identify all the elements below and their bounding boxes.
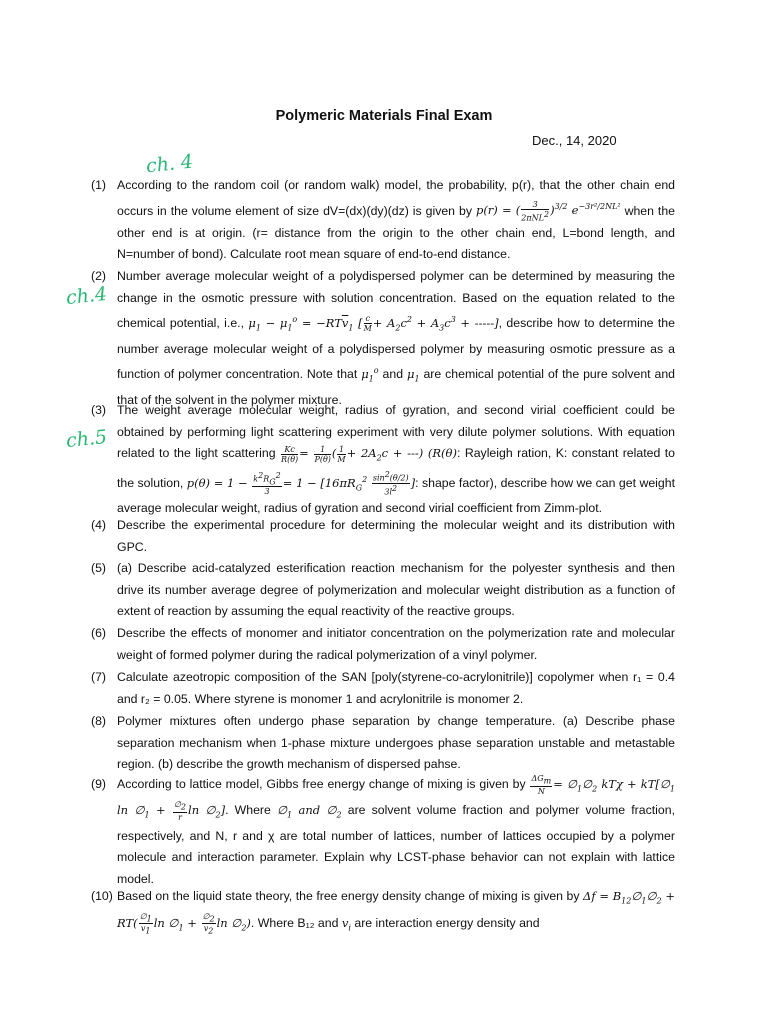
question-text: Number average molecular weight of a polydispersed polymer can be determined by measuring the change in the osmotic pressure with solution concentration. Based on the equation related to the chemical potential, i.e., <box>117 269 675 330</box>
question-number: (5) <box>91 561 107 575</box>
symbol-mu-one: $\mu_1$ <box>406 366 420 384</box>
question-10 <box>91 886 675 939</box>
question-text: Calculate azeotropic composition of the SAN [poly(styrene-co-acrylonitrile)] copolymer when r₁ = 0.4 and r₂ = 0.05. Where styrene is monomer 1 and acrylonitrile is monomer 2. <box>117 670 675 706</box>
question-text: . Where B₁₂ and <box>250 915 339 930</box>
question-4 <box>91 515 675 558</box>
question-text: are solvent volume fraction and polymer volume fraction, respectively, and N, r and χ are total number of lattices, number of lattices occupied by a polymer molecule and interaction parameter. Explain why LCST-phase behavior can not explain with lattice model. <box>117 802 675 886</box>
equation-shape-factor: p(θ) = 1 − $\frac{k^2R_G^2}{3}$ = $1 - [16\pi R_G^2$ $\frac{\sin^2(\theta/2)}{3l^2}$ ] <box>186 470 416 497</box>
equation-light-scattering: $\frac{Kc}{R(\theta)}$ = $\frac{1}{P(\theta)}$ ( $\frac{1}{M}$ + $2A_2c$ + ---) (R(θ) <box>281 444 457 464</box>
question-9 <box>91 774 675 890</box>
question-2 <box>91 266 675 411</box>
question-text: (a) Describe acid-catalyzed esterification reaction mechanism for the polyester synthesis and then drive its number average degree of polymerization and molecular weight distribution as a function of extent of reaction by assuming the equal reactivity of the reactive groups. <box>117 561 675 618</box>
equation-probability: p(r) = ( $\frac{3}{2\pi NL^2}$ )$^{3/2}$ $e^{-3r^2/2NL^2}$ <box>475 200 621 223</box>
question-text: when the other end is at origin. (r= distance from the origin to the other chain end, L=bond length, and N=number of bond). Calculate root mean square of end-to-end distance. <box>117 203 676 262</box>
equation-chemical-potential: $\mu_1 - \mu_1^o = -RT\overline{v}_1$ [ $\frac{c}{M}$ + $A_2c^2 + A_3c^3$ + -----] <box>248 314 499 334</box>
question-text: , describe how to determine the number average molecular weight of a polydispersed polymer by measuring osmotic pressure as a function of polymer concentration. Note that <box>117 315 675 381</box>
question-text: Describe the experimental procedure for determining the molecular weight and its distribution with GPC. <box>117 518 675 554</box>
question-text: Polymer mixtures often undergo phase separation by change temperature. (a) Describe phase separation mechanism when 1-phase mixture undergoes phase separation unstable and metastable region. (b) describe the growth mechanism of dispersed pahse. <box>117 714 675 771</box>
question-3 <box>91 400 675 520</box>
question-number: (8) <box>91 714 107 728</box>
symbol-volume-fractions: $\emptyset_1$ and $\emptyset_2$ <box>277 802 342 820</box>
question-text: : Rayleigh ration, K: constant related to the solution, <box>117 446 676 490</box>
handwritten-note-ch4-left: ch.4 <box>64 282 109 310</box>
handwritten-note-ch5-left: ch.5 <box>64 425 109 453</box>
question-text: According to the random coil (or random walk) model, the probability, p(r), that the other chain end occurs in the volume element of size dV=(dx)(dy)(dz) is given by <box>117 178 675 218</box>
question-1 <box>91 175 675 266</box>
question-number: (4) <box>91 518 107 532</box>
question-text: : shape factor), describe how we can get weight average molecular weight, radius of gyration and second virial coefficient from Zimm-plot. <box>117 475 675 516</box>
exam-date: Dec., 14, 2020 <box>532 133 617 148</box>
question-number: (6) <box>91 626 107 640</box>
question-5 <box>91 558 675 623</box>
question-text: are chemical potential of the pure solvent and that of the solvent in the polymer mixture. <box>117 366 675 407</box>
question-text: and <box>382 366 404 381</box>
handwritten-note-ch4-top: ch. 4 <box>144 150 195 178</box>
question-text: are interaction energy density and <box>354 915 540 930</box>
question-number: (1) <box>91 178 107 192</box>
equation-free-energy-density: $\Delta f = B_{12}\emptyset_1\emptyset_2 + RT$( $\frac{\emptyset_1}{v_1}$ $\ln \emptyset_1$ + $\frac{\emptyset_2}{v_2}$ $\ln \emptyset_2$) <box>117 889 675 936</box>
question-text: The weight average molecular weight, radius of gyration, and second virial coefficient could be obtained by performing light scattering experiment with very dilute polymer solutions. With equation related to the light scattering <box>117 403 675 460</box>
question-text: . Where <box>225 802 271 817</box>
question-number: (2) <box>91 269 107 283</box>
question-number: (10) <box>91 889 113 903</box>
symbol-mu-zero: $\mu_1^o$ <box>361 366 379 384</box>
question-number: (3) <box>91 403 107 417</box>
equation-gibbs-mixing: $\frac{\Delta G_m}{N}$ = $\emptyset_1\emptyset_2$ $kT\chi + kT[\emptyset_1$ $\ln \emptyset_1$ + $\frac{\emptyset_2}{r}$ $\ln \emptyset_2$] <box>117 774 676 822</box>
question-text: Based on the liquid state theory, the free energy density change of mixing is given by <box>117 889 580 903</box>
question-number: (7) <box>91 670 107 684</box>
question-text: Describe the effects of monomer and initiator concentration on the polymerization rate and molecular weight of formed polymer during the radical polymerization of a vinyl polymer. <box>117 626 675 662</box>
symbol-v-i: $v_i$ <box>341 915 351 933</box>
question-8 <box>91 711 675 776</box>
question-6 <box>91 623 675 666</box>
question-7 <box>91 667 675 710</box>
question-text: According to lattice model, Gibbs free energy change of mixing is given by <box>117 777 526 791</box>
question-number: (9) <box>91 777 107 791</box>
page-title: Polymeric Materials Final Exam <box>275 108 493 124</box>
